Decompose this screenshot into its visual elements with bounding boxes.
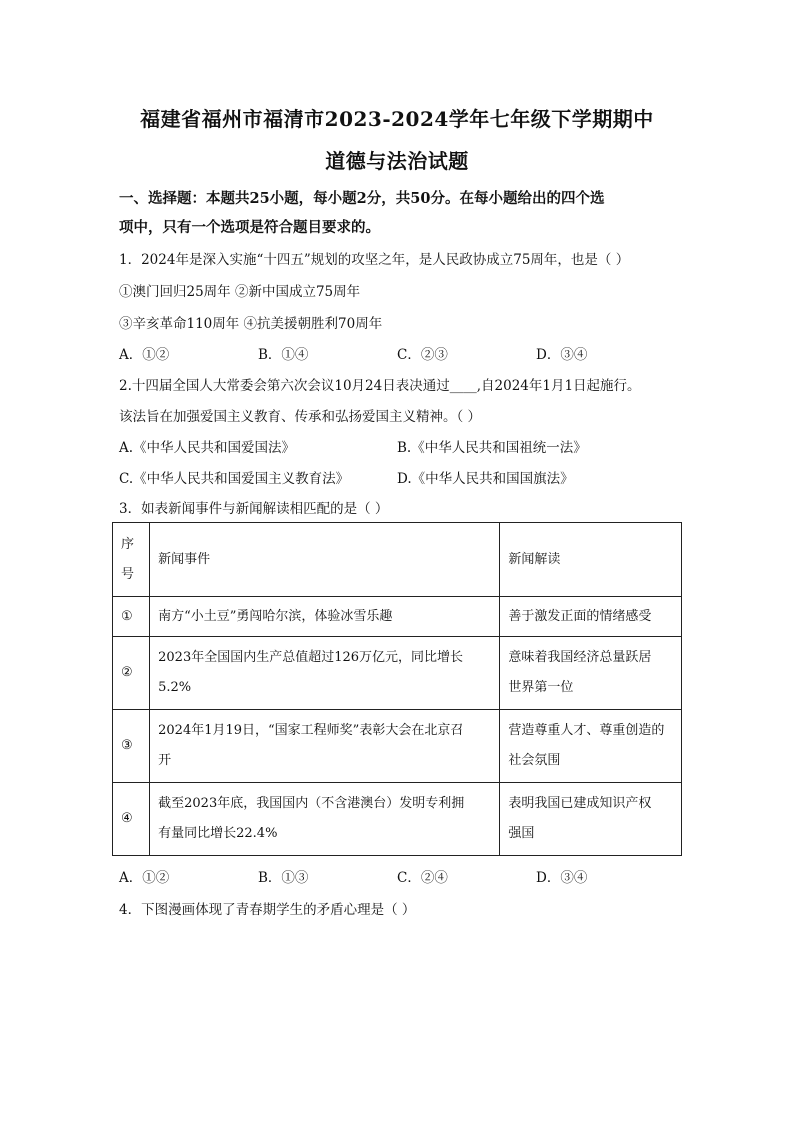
row-number: ④: [113, 783, 150, 856]
row-number: ①: [113, 597, 150, 637]
table-row: [113, 710, 682, 783]
header-number-cell: [113, 523, 150, 597]
q1-option-d: D．③④: [536, 347, 588, 363]
row-event-line1: 2024年1月19日，“国家工程师奖”表彰大会在北京召: [158, 723, 464, 738]
row-event-line2: 有量同比增长22.4%: [158, 826, 278, 841]
q1-option-b: B．①④: [258, 347, 309, 363]
q2-stem-line2: 该法旨在加强爱国主义教育、传承和弘扬爱国主义精神。（ ）: [119, 409, 482, 425]
q3-stem: 3．如表新闻事件与新闻解读相匹配的是（ ）: [119, 501, 389, 517]
q2-option-a: A.《中华人民共和国爱国法》: [119, 440, 296, 456]
exam-title-line1: 福建省福州市福清市2023-2024学年七年级下学期期中: [140, 107, 654, 131]
q1-statements-a: ①澳门回归25周年 ②新中国成立75周年: [119, 284, 361, 300]
exam-title-line2: 道德与法治试题: [325, 149, 469, 173]
row-event-line1: 南方“小土豆”勇闯哈尔滨，体验冰雪乐趣: [158, 608, 393, 624]
row-event-line1: 2023年全国国内生产总值超过126万亿元，同比增长: [158, 650, 464, 665]
header-number-line1: 序: [121, 536, 135, 552]
table-row: [113, 597, 682, 637]
row-reading-line1: 营造尊重人才、尊重创造的: [508, 723, 665, 738]
row-reading-line2: 强国: [508, 826, 535, 841]
q2-option-b: B.《中华人民共和国祖统一法》: [397, 440, 587, 456]
header-event-cell: 新闻事件: [150, 523, 500, 597]
q3-option-d: D．③④: [536, 870, 588, 886]
row-reading: [500, 637, 682, 710]
table-row: [113, 637, 682, 710]
row-reading: [500, 783, 682, 856]
section-heading-line1: 一、选择题：本题共25小题，每小题2分，共50分。在每小题给出的四个选: [119, 190, 605, 207]
row-event-line2: 开: [158, 753, 172, 768]
row-reading-line1: 表明我国已建成知识产权: [508, 796, 652, 811]
q1-stem: 1．2024年是深入实施“十四五”规划的攻坚之年，是人民政协成立75周年，也是（ ）: [119, 252, 630, 268]
row-number: ③: [113, 710, 150, 783]
row-reading: [500, 597, 682, 637]
q1-statements-b: ③辛亥革命110周年 ④抗美援朝胜利70周年: [119, 316, 383, 332]
row-reading-line1: 意味着我国经济总量跃居: [508, 650, 652, 665]
row-event: [150, 637, 500, 710]
row-event: [150, 710, 500, 783]
q1-option-c: C．②③: [397, 347, 448, 363]
q3-option-b: B．①③: [258, 870, 309, 886]
q3-option-a: A．①②: [119, 870, 170, 886]
q4-stem: 4．下图漫画体现了青春期学生的矛盾心理是（ ）: [119, 902, 416, 918]
news-table: [112, 522, 682, 856]
row-reading-line1: 善于激发正面的情绪感受: [508, 608, 652, 624]
row-number: ②: [113, 637, 150, 710]
header-number-line2: 号: [121, 566, 135, 582]
q2-stem-line1: 2.十四届全国人大常委会第六次会议10月24日表决通过____,自2024年1月1日起施行。: [119, 378, 641, 394]
q1-option-a: A．①②: [119, 347, 170, 363]
q2-option-d: D.《中华人民共和国国旗法》: [397, 471, 574, 487]
header-reading-cell: 新闻解读: [500, 523, 682, 597]
q3-option-c: C．②④: [397, 870, 448, 886]
section-heading-line2: 项中，只有一个选项是符合题目要求的。: [119, 219, 380, 236]
row-event: [150, 783, 500, 856]
row-event-line2: 5.2%: [158, 680, 192, 695]
row-event: [150, 597, 500, 637]
q2-option-c: C.《中华人民共和国爱国主义教育法》: [119, 471, 350, 487]
row-event-line1: 截至2023年底，我国国内（不含港澳台）发明专利拥: [158, 796, 465, 811]
row-reading: [500, 710, 682, 783]
table-header-row: [113, 523, 682, 597]
row-reading-line2: 世界第一位: [508, 680, 574, 695]
table-row: [113, 783, 682, 856]
row-reading-line2: 社会氛围: [508, 753, 561, 768]
